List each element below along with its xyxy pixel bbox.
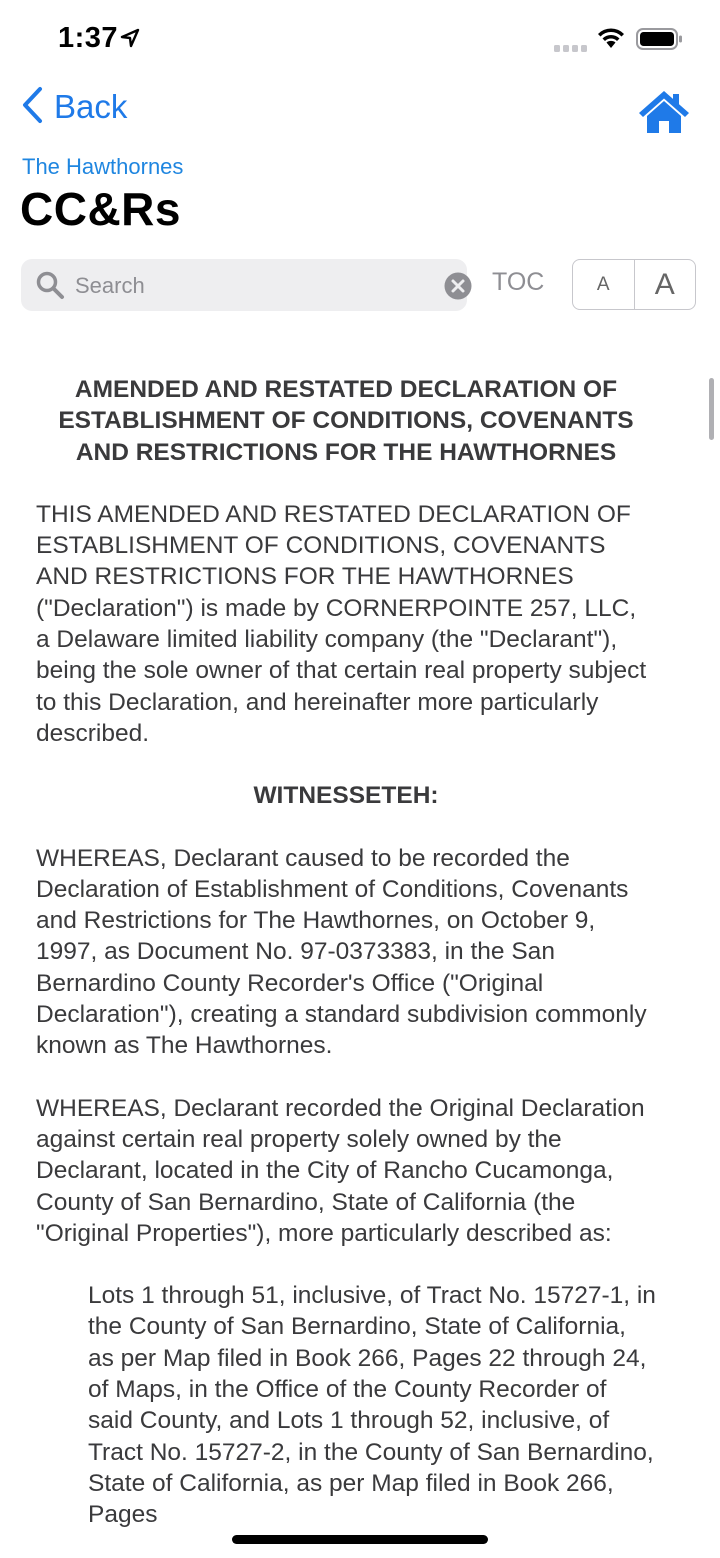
document-content <box>36 374 656 1531</box>
home-button[interactable] <box>638 90 690 139</box>
document-paragraph: WHEREAS, Declarant recorded the Original Declaration against certain real property solely owned by the Declarant, located in the City of Rancho Cucamonga, County of San Bernardino, State of California (the "Original Properties"), more particularly described as: <box>36 1094 645 1247</box>
home-icon <box>638 121 690 138</box>
document-heading: AMENDED AND RESTATED DECLARATION OF ESTABLISHMENT OF CONDITIONS, COVENANTS AND RESTRICTIONS FOR THE HAWTHORNES <box>58 376 634 466</box>
page-title: CC&Rs <box>20 183 181 235</box>
increase-font-button[interactable]: A <box>654 267 675 301</box>
status-bar <box>0 0 720 80</box>
battery-icon <box>636 27 684 56</box>
search-input[interactable] <box>73 267 437 305</box>
location-arrow-icon <box>120 28 140 53</box>
toc-button[interactable]: TOC <box>492 268 545 296</box>
scroll-indicator[interactable] <box>709 378 714 440</box>
wifi-icon <box>596 26 626 55</box>
back-button[interactable] <box>20 86 127 128</box>
community-name[interactable]: The Hawthornes <box>22 154 184 179</box>
search-bar[interactable] <box>21 259 467 311</box>
status-time: 1:37 <box>58 22 119 54</box>
clear-search-icon[interactable] <box>444 272 472 305</box>
decrease-font-button[interactable]: A <box>573 260 635 309</box>
document-paragraph: WHEREAS, Declarant caused to be recorded the Declaration of Establishment of Conditions, Covenants and Restrictions for The Hawthornes, on October 9, 1997, as Document No. 97-0373383, in the San Bernardino County Recorder's Office ("Original Declaration"), creating a standard subdivision commonly known as The Hawthornes. <box>36 844 647 1060</box>
document-paragraph: THIS AMENDED AND RESTATED DECLARATION OF ESTABLISHMENT OF CONDITIONS, COVENANTS AND RESTRICTIONS FOR THE HAWTHORNES ("Declaration") is made by CORNERPOINTE 257, LLC, a Delaware limited liability company (the "Declarant"), being the sole owner of that certain real property subject to this Declaration, and hereinafter more particularly described. <box>36 500 647 747</box>
chevron-left-icon <box>20 86 44 129</box>
back-label: Back <box>54 88 128 125</box>
search-icon <box>35 270 65 305</box>
home-indicator[interactable] <box>232 1535 488 1544</box>
font-size-toggle <box>572 259 696 310</box>
cellular-signal-icon <box>554 40 588 58</box>
document-indented-paragraph: Lots 1 through 51, inclusive, of Tract No. 15727-1, in the County of San Bernardino, State of California, as per Map filed in Book 266, Pages 22 through 24, of Maps, in the Office of the County Recorder of said County, and Lots 1 through 52, inclusive, of Tract No. 15727-2, in the County of San Bernardino, State of California, as per Map filed in Book 266, Pages <box>88 1282 656 1529</box>
document-subheading: WITNESSETEH: <box>253 782 439 810</box>
